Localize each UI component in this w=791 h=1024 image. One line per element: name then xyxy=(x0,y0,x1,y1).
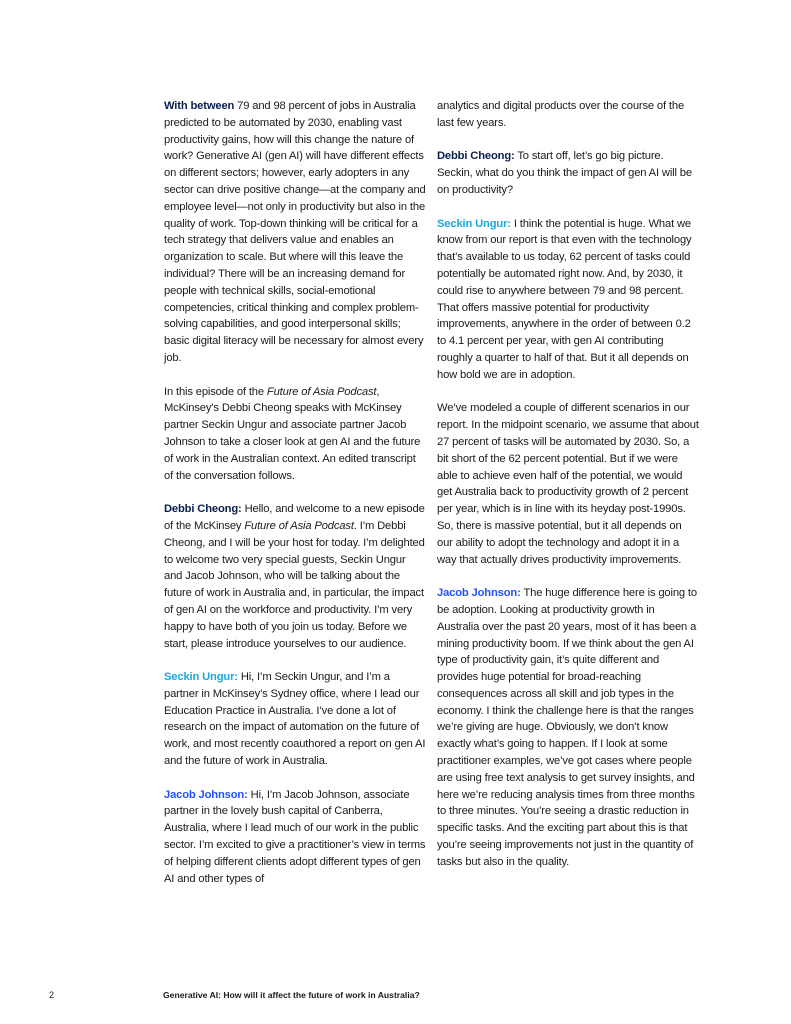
episode-text-2: , McKinsey’s Debbi Cheong speaks with McKinsey partner Seckin Ungur and associate partner Jacob Johnson to take a closer look at gen AI and the future of work in the Australian context. An edited transcript of the conversation follows. xyxy=(164,385,421,482)
seckin-answer-text: I think the potential is huge. What we know from our report is that even with the technology that’s available to us today, 62 percent of tasks could potentially be automated right now. And, by 2030, it could rise to anywhere between 79 and 98 percent. That offers massive potential for productivity improvements, anywhere in the order of between 0.2 to 4.1 percent per year, with gen AI contributing roughly a quarter to half of that. But it all depends on how bold we are in adoption. xyxy=(437,217,692,381)
speaker-jacob-johnson: Jacob Johnson: xyxy=(164,788,248,801)
jacob-answer-text: The huge difference here is going to be adoption. Looking at productivity growth in Australia over the past 20 years, most of it has been a mining productivity boom. If we think about the gen AI type of productivity gain, it’s quite different and provides huge potential for broad-reaching consequences across all skill and job types in the economy. I think the challenge here is that the ranges we’re giving are huge. Obviously, we don’t know exactly what’s going to happen. If I look at some practitioner examples, we’ve got cases where people are using free text analysis to get survey insights, and here we’re reducing analysis times from three months to three minutes. You’re seeing a drastic reduction in specific tasks. And the exciting part about this is that you’re seeing improvements not just in the quantity of tasks but also in the quality. xyxy=(437,587,697,868)
right-column xyxy=(437,98,699,887)
footer-title: Generative AI: How will it affect the future of work in Australia? xyxy=(163,990,420,1000)
speaker-seckin-ungur: Seckin Ungur: xyxy=(164,671,238,684)
scenarios-text: We’ve modeled a couple of different scenarios in our report. In the midpoint scenario, we assume that about 27 percent of tasks will be automated by 2030. So, a bit short of the 62 percent potential. But if we were able to achieve even half of the potential, we would get Australia back to productivity growth of 2 percent per year, which is in line with its heyday post-1990s. So, there is massive potential, but it all depends on our ability to adopt the technology and adopt it in a way that actually drives productivity improvements. xyxy=(437,402,699,566)
left-column xyxy=(164,98,426,904)
seckin-text: Hi, I’m Seckin Ungur, and I’m a partner in McKinsey’s Sydney office, where I lead our Education Practice in Australia. I’ve done a lot of research on the impact of automation on the future of work, and most recently coauthored a report on gen AI and the future of work in Australia. xyxy=(164,671,426,768)
episode-paragraph xyxy=(164,384,426,485)
continued-text: analytics and digital products over the course of the last few years. xyxy=(437,100,685,129)
jacob-intro-paragraph xyxy=(164,787,426,888)
episode-text-1: In this episode of the xyxy=(164,385,267,398)
continued-paragraph xyxy=(437,98,699,132)
seckin-intro-paragraph xyxy=(164,669,426,770)
jacob-text: Hi, I’m Jacob Johnson, associate partner in the lovely bush capital of Canberra, Australia, where I lead much of our work in the public sector. I’m excited to give a practitioner’s view in terms of helping different clients adopt different types of gen AI and other types of xyxy=(164,788,426,885)
intro-lead: With between xyxy=(164,100,235,112)
debbi-question-text: To start off, let’s go big picture. Seckin, what do you think the impact of gen AI will be on productivity? xyxy=(437,150,692,196)
jacob-answer-paragraph xyxy=(437,585,699,871)
seckin-answer-paragraph xyxy=(437,216,699,384)
scenarios-paragraph xyxy=(437,400,699,568)
debbi-text-2: . I’m Debbi Cheong, and I will be your host for today. I’m delighted to welcome two very special guests, Seckin Ungur and Jacob Johnson, who will be talking about the future of work in Australia and, in particular, the impact of gen AI on the workforce and productivity. I’m very happy to have both of you join us today. Before we start, please introduce yourselves to our audience. xyxy=(164,519,425,650)
speaker-debbi-cheong: Debbi Cheong: xyxy=(164,503,242,516)
speaker-debbi-cheong: Debbi Cheong: xyxy=(437,150,515,163)
speaker-jacob-johnson: Jacob Johnson: xyxy=(437,587,521,600)
debbi-question-paragraph xyxy=(437,148,699,198)
intro-text: 79 and 98 percent of jobs in Australia predicted to be automated by 2030, enabling vast productivity gains, how will this change the nature of work? Generative AI (gen AI) will have different effects on different sectors; however, early adopters in any sector can drive positive change—at the company and employee level—not only in productivity but also in the quality of work. Top-down thinking will be critical for a tech strategy that delivers value and enables an organization to scale. But where will this leave the individual? There will be an increasing demand for people with technical skills, social-emotional competencies, critical thinking and complex problem-solving capabilities, and good interpersonal skills; basic digital literacy will be necessary for almost every job. xyxy=(164,100,426,364)
podcast-title: Future of Asia Podcast xyxy=(244,519,354,532)
intro-paragraph xyxy=(164,98,426,367)
debbi-intro-paragraph xyxy=(164,501,426,652)
debbi-text-1: Hello, and welcome to a new episode of the McKinsey xyxy=(164,503,425,532)
page-number: 2 xyxy=(49,990,55,1000)
podcast-title: Future of Asia Podcast xyxy=(266,385,377,398)
speaker-seckin-ungur: Seckin Ungur: xyxy=(437,217,511,230)
